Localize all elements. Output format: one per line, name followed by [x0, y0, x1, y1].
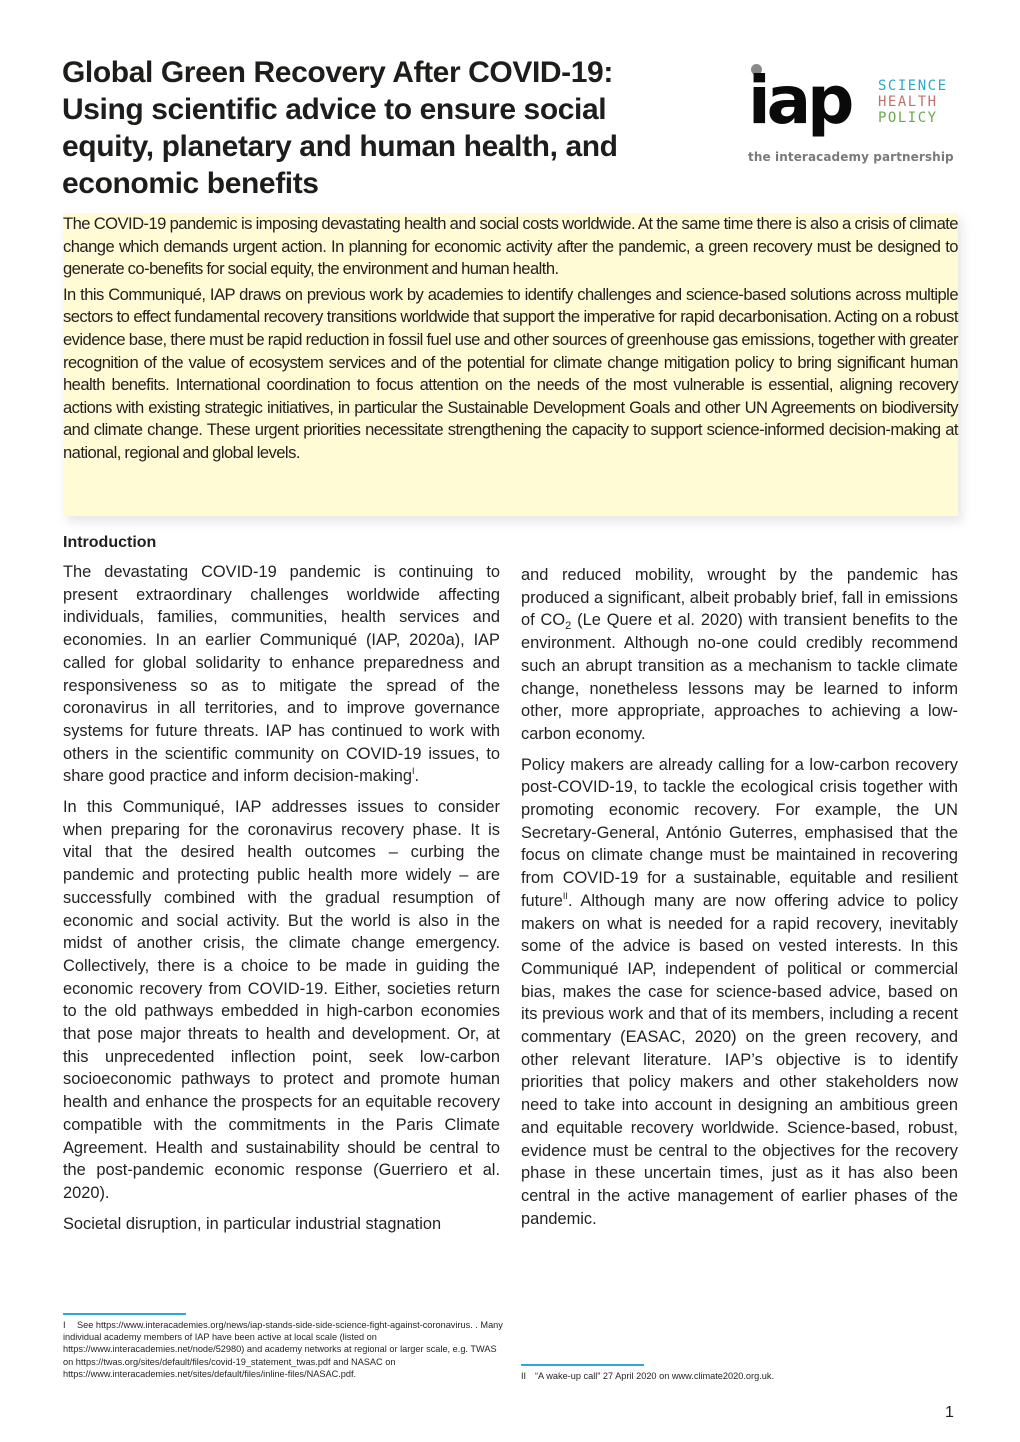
body-paragraph: Societal disruption, in particular industrial stagnation — [63, 1214, 442, 1233]
footnote — [63, 1319, 503, 1380]
footnote-text: “A wake-up call” 27 April 2020 on www.climate2020.org.uk. — [535, 1371, 774, 1381]
logo-mark: iap — [748, 62, 851, 139]
right-column — [521, 564, 958, 1238]
logo-subtitle: the interacademy partnership — [748, 150, 954, 164]
page-title: Global Green Recovery After COVID-19: Using scientific advice to ensure social equity, planetary and human health, and economic benefits — [62, 56, 618, 200]
body-paragraph: Policy makers are already calling for a low-carbon recovery post-COVID-19, to tackle the ecological crisis together with promoting economic recovery. For example, the UN Secretary-General, António Guterres, emphasised that the focus on climate change must be maintained in recovering from COVID-19 for a sustainable, equitable and resilient future$^{II}$. Although many are now offering advice to policy makers on what is needed for a rapid recovery, inevitably some of the advice is based on vested interests. In this Communiqué IAP, independent of political or commercial bias, makes the case for science-based advice, based on its previous work and that of its members, including a recent commentary (EASAC, 2020) on the green recovery, and other relevant literature. IAP’s objective is to identify priorities that policy makers and other stakeholders now need to take into account in designing an ambitious green and equitable recovery worldwide. Science-based, robust, evidence must be central to the objectives for the recovery phase in these uncertain times, just as it has also been central in the active management of earlier phases of the pandemic. — [521, 755, 958, 1228]
footnote-mark: I — [63, 1320, 66, 1330]
tagline-policy: POLICY — [878, 110, 938, 126]
abstract-box — [63, 213, 958, 516]
footnote-divider — [63, 1313, 186, 1315]
footnote-ref[interactable]: I — [411, 766, 415, 777]
footnote-text: See https://www.interacademies.org/news/iap-stands-side-side-science-fight-against-coronavirus. . Many individual academy members of IAP have been active at local scale (listed on https://www.interacademies.net/node/52980) and academy networks at regional or larger scale, e.g. TWAS on https://twas.org/sites/default/files/covid-19_statement_twas.pdf and NASAC on https://www.interacademies.net/sites/default/files/inline-files/NASAC.pdf. — [63, 1320, 503, 1379]
body-paragraph: and reduced mobility, wrought by the pandemic has produced a significant, albeit probably brief, fall in emissions of $CO_2$ (Le Quere et al. 2020) with transient benefits to the environment. Although no-one could credibly recommend such an abrupt transition as a mechanism to tackle climate change, nonetheless lessons may be learned to inform other, more appropriate, approaches to achieving a low-carbon economy. — [521, 566, 959, 743]
body-paragraph: In this Communiqué, IAP addresses issues to consider when preparing for the coronavirus recovery phase. It is vital that the desired health outcomes – curbing the pandemic and protecting public health more widely – are successfully combined with the gradual resumption of economic and social activity. But the world is also in the midst of another crisis, the climate change emergency. Collectively, there is a choice to be made in guiding the economic recovery from COVID-19. Either, societies return to the old pathways embedded in high-carbon economies that pose major threats to health and development. Or, at this unprecedented inflection point, seek low-carbon socioeconomic pathways to protect and promote human health and enhance the prospects for an equitable recovery compatible with the commitments in the Paris Climate Agreement. Health and sustainability should be central to the post-pandemic economic response (Guerriero et al. 2020). — [63, 798, 500, 1202]
logo-taglines — [878, 78, 948, 126]
body-paragraph: The devastating COVID-19 pandemic is continuing to present extraordinary challenges worldwide affecting individuals, families, communities, health services and economies. In an earlier Communiqué (IAP, 2020a), IAP called for global solidarity to enhance preparedness and responsiveness so as to mitigate the spread of the coronavirus in all territories, and to improve governance systems for future threats. IAP has continued to work with others in the scientific community on COVID-19 issues, to share good practice and inform decision-making$^I$. — [63, 563, 500, 786]
footnote-ref[interactable]: II — [562, 890, 568, 901]
tagline-health: HEALTH — [878, 94, 938, 110]
tagline-science: SCIENCE — [878, 78, 948, 94]
footnote — [521, 1370, 961, 1382]
page-number: 1 — [945, 1404, 954, 1421]
section-heading-introduction: Introduction — [63, 534, 157, 551]
left-column — [63, 532, 500, 1243]
abstract-paragraph: The COVID-19 pandemic is imposing devastating health and social costs worldwide. At the same time there is also a crisis of climate change which demands urgent action. In planning for economic activity after the pandemic, a green recovery must be designed to generate co-benefits for social equity, the environment and human health. — [63, 214, 958, 279]
footnote-mark: II — [521, 1371, 527, 1381]
subscript: 2 — [565, 620, 572, 633]
iap-logo — [748, 62, 963, 170]
footnote-divider — [521, 1364, 644, 1366]
abstract-paragraph: In this Communiqué, IAP draws on previous work by academies to identify challenges and science-based solutions across multiple sectors to effect fundamental recovery transitions worldwide that support the imperative for rapid decarbonisation. Acting on a robust evidence base, there must be rapid reduction in fossil fuel use and other sources of greenhouse gas emissions, together with greater recognition of the value of ecosystem services and of the potential for climate change mitigation policy to bring significant human health benefits. International coordination to focus attention on the needs of the most vulnerable is essential, aligning recovery actions with existing strategic initiatives, in particular the Sustainable Development Goals and other UN Agreements on biodiversity and climate change. These urgent priorities necessitate strengthening the capacity to support science-informed decision-making at national, regional and global levels. — [63, 284, 958, 462]
